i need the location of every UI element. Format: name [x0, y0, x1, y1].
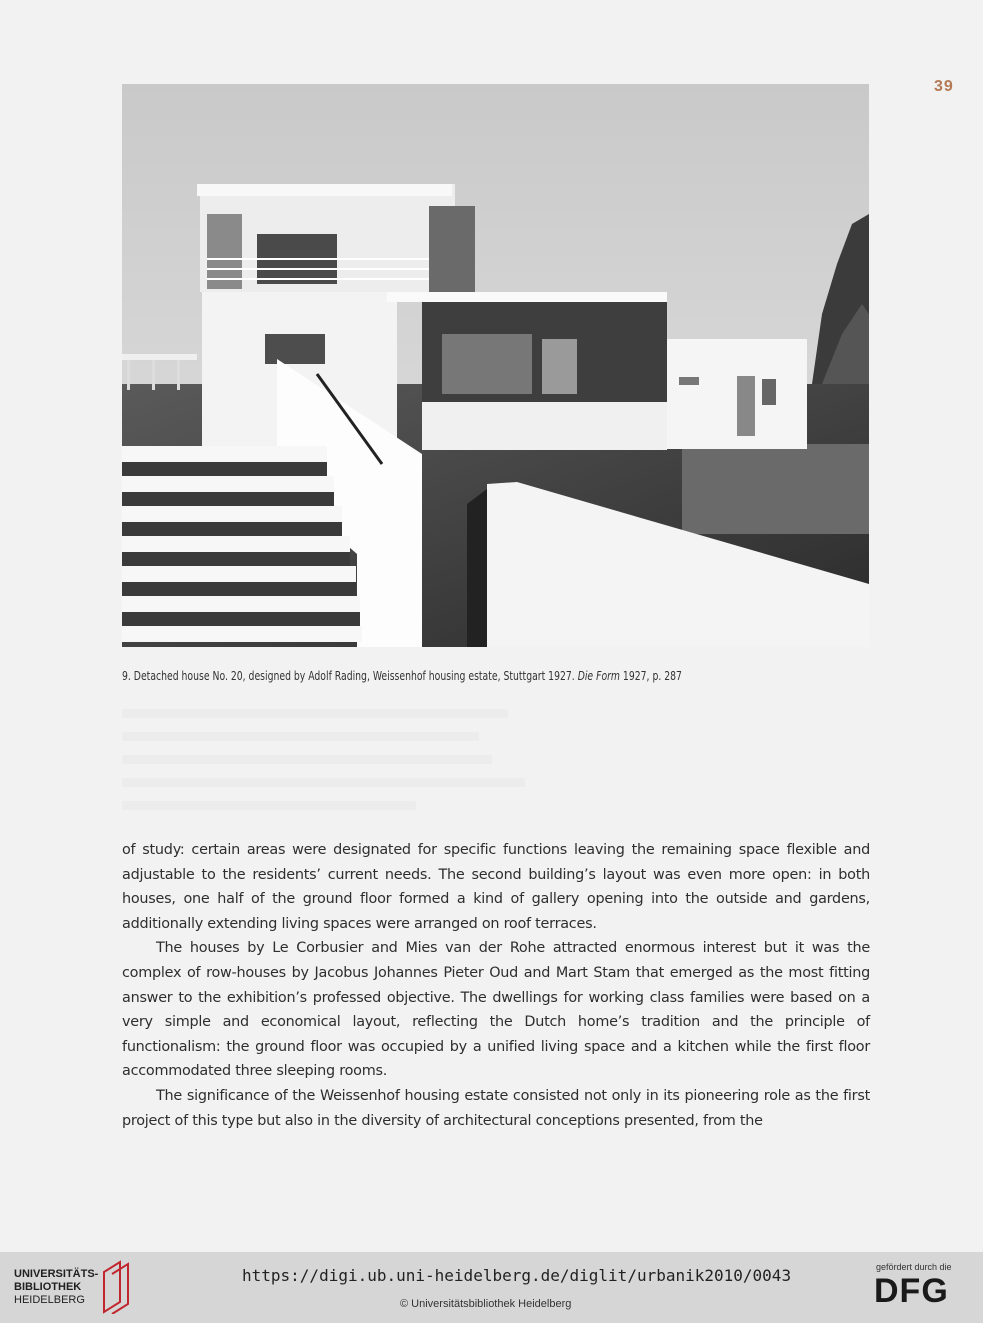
paragraph-2: The houses by Le Corbusier and Mies van der Rohe attracted enormous interest but it was the complex of row-houses by Jacobus Johannes Pieter Oud and Mart Stam that emerged as the most fitting answer to the exhibition’s professed objective. The dwellings for working class families were based on a very simple and economical layout, reflecting the Dutch home’s tradition and the principle of functionalism: the ground floor was occupied by a unified living space and a kitchen while the first floor accommodated three sleeping rooms.: [122, 940, 870, 1080]
library-line-3: HEIDELBERG: [14, 1294, 85, 1306]
page-number: 39: [934, 78, 954, 95]
library-line-1: UNIVERSITÄTS-: [14, 1268, 99, 1280]
library-logo-icon: [100, 1258, 136, 1314]
bleed-through-shadow: [122, 695, 542, 825]
paragraph-3: The significance of the Weissenhof housing estate consisted not only in its pioneering role as the first project of this type but also in the diversity of architectural conceptions presented, from the: [122, 1087, 870, 1129]
paragraph-1: of study: certain areas were designated for specific functions leaving the remaining space flexible and adjustable to the residents’ current needs. The second building’s layout was even more open: in both houses, one half of the ground floor formed a kind of gallery opening into the outside and gardens, additionally extending living spaces were arranged on roof terraces.: [122, 842, 870, 932]
caption-source-rest: 1927, p. 287: [622, 669, 682, 683]
caption-text: Detached house No. 20, designed by Adolf Rading, Weissenhof housing estate, Stuttgart 1927.: [133, 669, 575, 683]
figure-caption: [122, 669, 776, 683]
body-text: [122, 838, 870, 1133]
copyright-notice: © Universitätsbibliothek Heidelberg: [400, 1298, 572, 1310]
figure-photo: [122, 84, 869, 647]
permalink-url[interactable]: https://digi.ub.uni-heidelberg.de/diglit/urbanik2010/0043: [242, 1266, 792, 1285]
library-line-2: BIBLIOTHEK: [14, 1281, 82, 1293]
dfg-logo: DFG: [874, 1272, 949, 1310]
caption-source-title: Die Form: [577, 669, 620, 683]
library-logo-text: [14, 1268, 98, 1307]
house-photo-illustration: [122, 84, 869, 647]
caption-number: 9.: [122, 669, 131, 683]
footer-bar: [0, 1252, 983, 1323]
funding-label: gefördert durch die: [876, 1262, 952, 1272]
